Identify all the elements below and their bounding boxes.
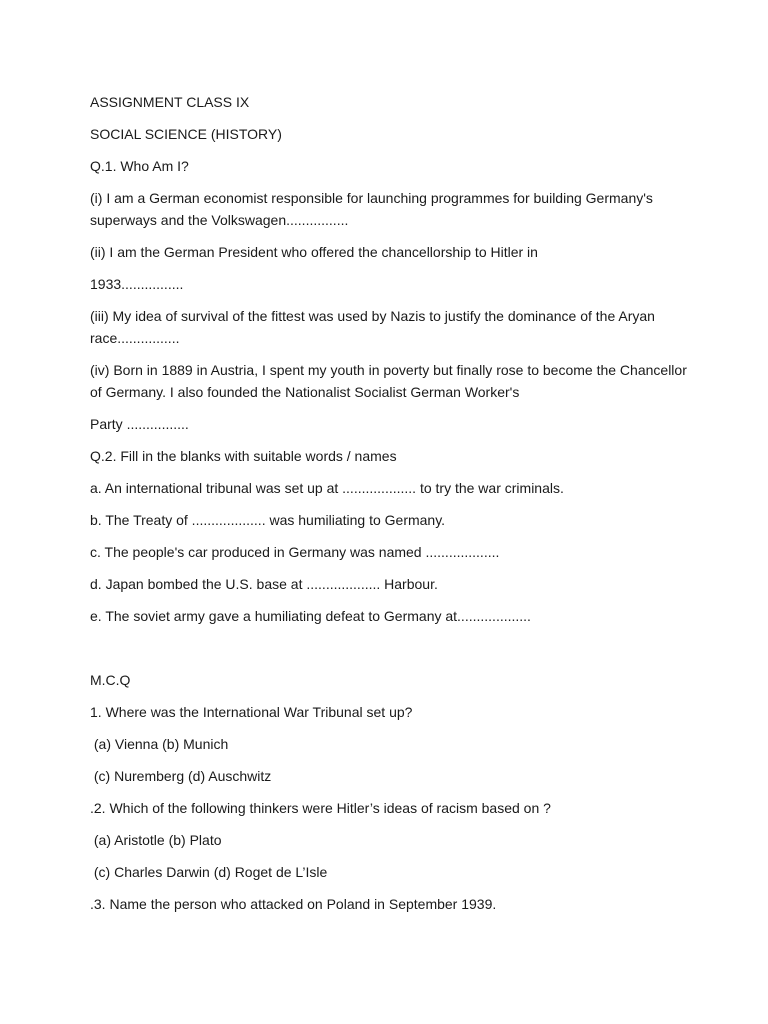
q1-item-iii: (iii) My idea of survival of the fittest was used by Nazis to justify the dominance of the Aryan race................ [90,308,659,346]
q2-heading: Q.2. Fill in the blanks with suitable words / names [90,448,397,464]
q1-item-ii: (ii) I am the German President who offered the chancellorship to Hitler in [90,244,538,260]
q1-item-iv-continued: Party ................ [90,416,189,432]
mcq-q2: .2. Which of the following thinkers were Hitler’s ideas of racism based on ? [90,800,551,816]
mcq-q2-options-cd: (c) Charles Darwin (d) Roget de L’Isle [90,864,328,880]
document-page [90,91,690,925]
q2-item-e: e. The soviet army gave a humiliating defeat to Germany at................... [90,608,531,624]
q2-item-c: c. The people's car produced in Germany was named ................... [90,544,500,560]
q1-item-i: (i) I am a German economist responsible for launching programmes for building Germany's superways and the Volkswagen................ [90,190,657,228]
mcq-heading: M.C.Q [90,672,131,688]
q2-item-b: b. The Treaty of ................... was humiliating to Germany. [90,512,446,528]
section-spacer [90,637,690,669]
mcq-q1: 1. Where was the International War Tribunal set up? [90,704,413,720]
document-title: ASSIGNMENT CLASS IX [90,94,250,110]
subject-heading: SOCIAL SCIENCE (HISTORY) [90,126,282,142]
q2-item-d: d. Japan bombed the U.S. base at ................... Harbour. [90,576,438,592]
q2-item-a: a. An international tribunal was set up at ................... to try the war criminals. [90,480,564,496]
q1-item-ii-continued: 1933................ [90,276,184,292]
mcq-q1-options-ab: (a) Vienna (b) Munich [90,736,229,752]
mcq-q2-options-ab: (a) Aristotle (b) Plato [90,832,222,848]
q1-item-iv: (iv) Born in 1889 in Austria, I spent my youth in poverty but finally rose to become the Chancellor of Germany. I also founded the Nationalist Socialist German Worker's [90,362,691,400]
q1-heading: Q.1. Who Am I? [90,158,189,174]
mcq-q3: .3. Name the person who attacked on Poland in September 1939. [90,896,497,912]
mcq-q1-options-cd: (c) Nuremberg (d) Auschwitz [90,768,272,784]
